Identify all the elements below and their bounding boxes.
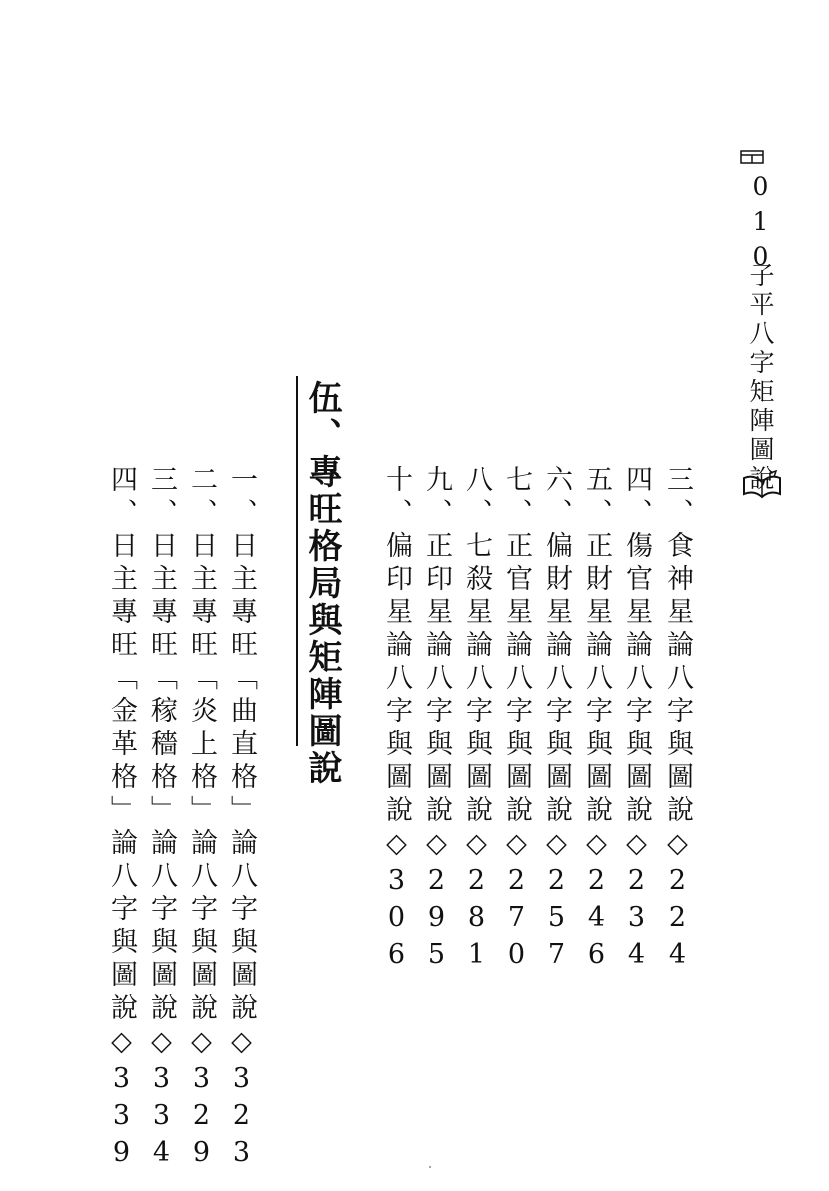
section-item: 四、日主專旺「金革格」論八字與圖說◇339 [106, 465, 137, 1174]
toc-item: 五、正財星論八字與圖說◇246 [581, 465, 612, 976]
toc-item: 六、偏財星論八字與圖說◇257 [541, 465, 572, 976]
section-item: 一、日主專旺「曲直格」論八字與圖說◇323 [226, 465, 257, 1174]
toc-item: 十、偏印星論八字與圖說◇306 [381, 465, 412, 976]
book-title: 子平八字矩陣圖說 [746, 262, 775, 494]
section-item: 三、日主專旺「稼穡格」論八字與圖說◇334 [146, 465, 177, 1174]
open-book-icon [740, 470, 784, 500]
section-item: 二、日主專旺「炎上格」論八字與圖說◇329 [186, 465, 217, 1174]
toc-item: 七、正官星論八字與圖說◇270 [501, 465, 532, 976]
toc-item: 三、食神星論八字與圖說◇224 [662, 465, 693, 976]
section-title-rule [296, 376, 298, 746]
page-header-mark-icon [740, 150, 764, 164]
section-title: 伍、專旺格局與矩陣圖說 [302, 380, 342, 787]
page-number: 010 [746, 172, 775, 277]
toc-item: 八、七殺星論八字與圖說◇281 [461, 465, 492, 976]
toc-item: 九、正印星論八字與圖說◇295 [421, 465, 452, 976]
toc-item: 四、傷官星論八字與圖說◇234 [621, 465, 652, 976]
scan-speck [429, 1166, 431, 1168]
